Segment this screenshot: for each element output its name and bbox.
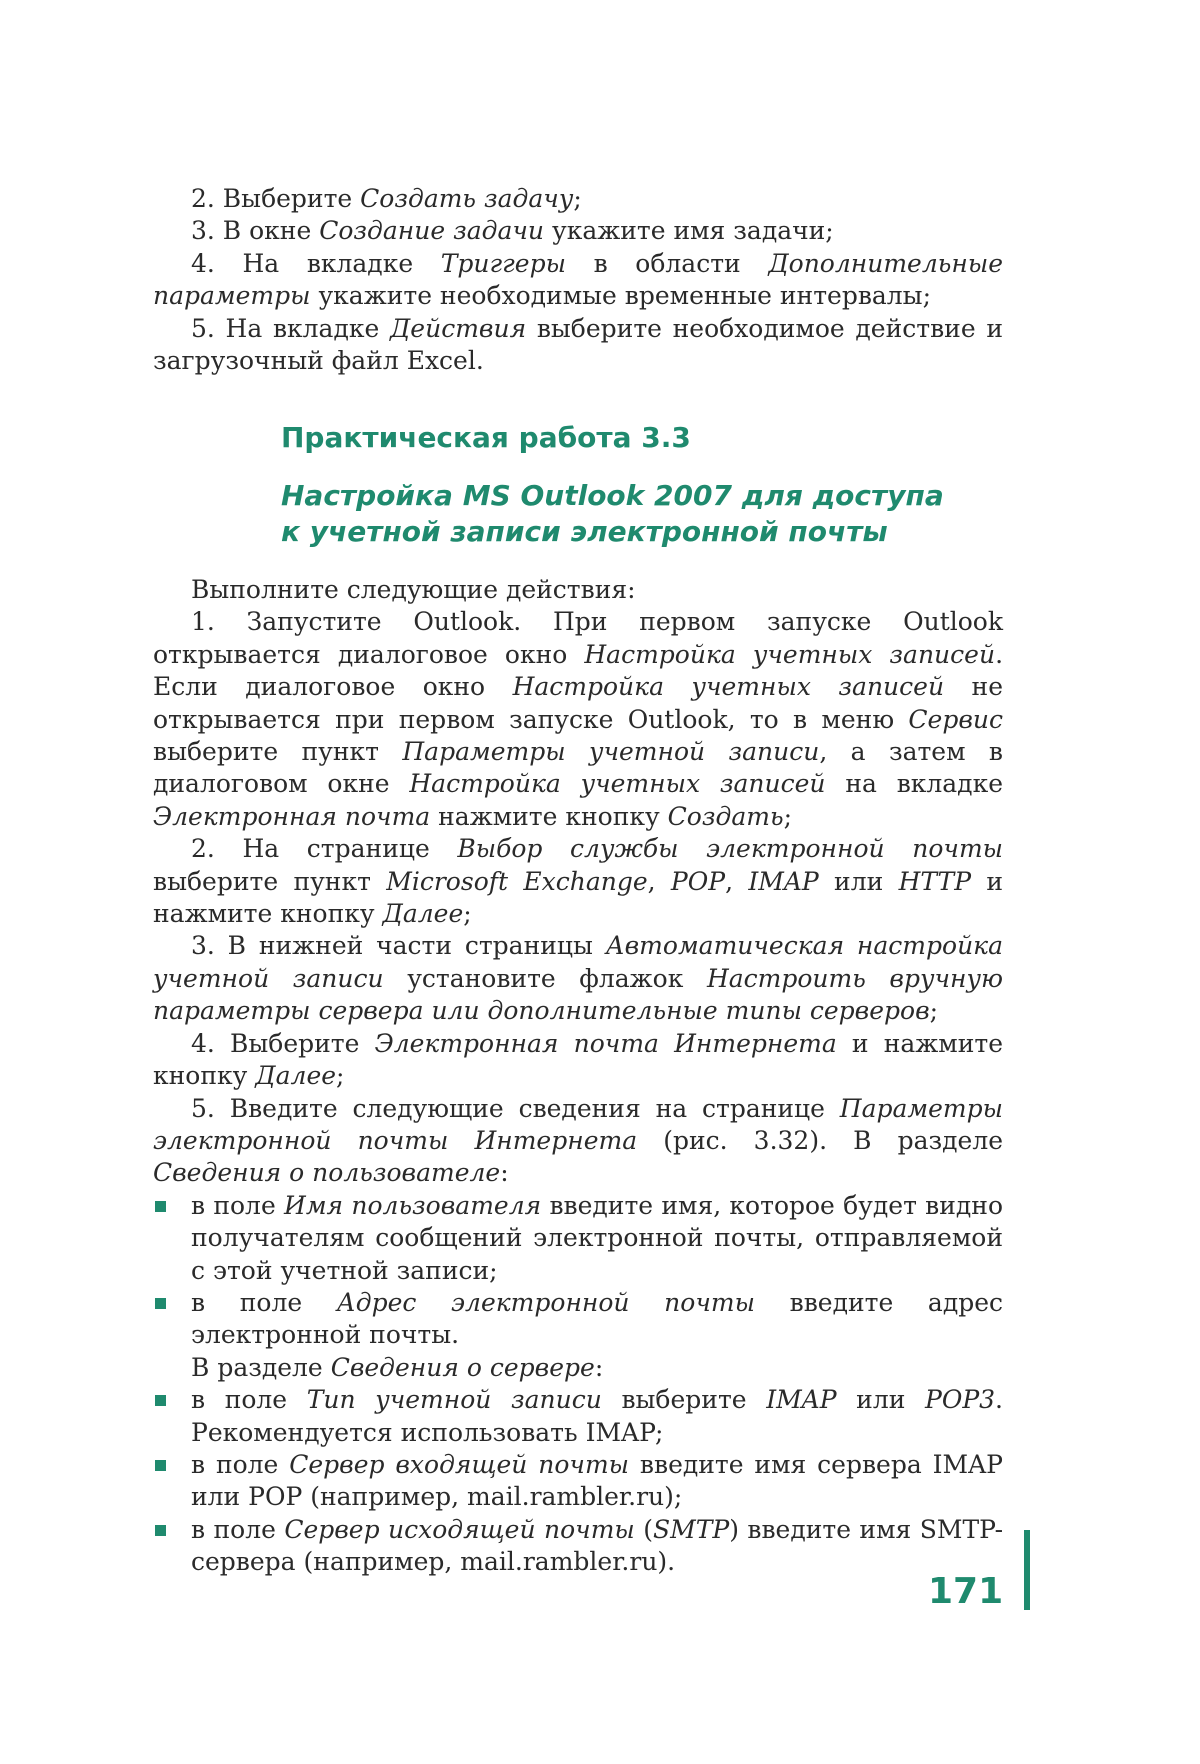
text-block-main <box>153 574 1003 1579</box>
italic-term: IMAP <box>766 1385 837 1415</box>
text-run: не открывается при первом запуске Outlook, то в меню <box>153 672 1003 734</box>
italic-term: Адрес электронной почты <box>336 1287 755 1317</box>
text-run: ) введите имя SMTP-сервера (например, mail.rambler.ru). <box>191 1514 1004 1577</box>
section-subtitle-line-1: Настройка MS Outlook 2007 для доступа <box>281 479 944 512</box>
section-subtitle-line-2: к учетной записи электронной почты <box>281 515 888 548</box>
text-run: В разделе <box>191 1352 331 1382</box>
text-run: в поле <box>191 1385 307 1415</box>
text-run: укажите необходимые временные интервалы; <box>310 281 931 311</box>
page-number-bar <box>1024 1530 1030 1610</box>
italic-term: Сервис <box>908 704 1003 734</box>
italic-term: SMTP <box>652 1514 730 1544</box>
text-run: на вкладке <box>825 769 1003 799</box>
paragraph <box>153 833 1003 930</box>
text-run: ; <box>336 1061 345 1091</box>
text-run: выберите необходимое действие и загрузочный файл Excel. <box>153 313 1003 376</box>
italic-term: Далее <box>255 1061 337 1091</box>
text-run: : <box>500 1158 509 1188</box>
page-number: 171 <box>928 1571 1004 1612</box>
text-run: 4. Выберите <box>191 1028 375 1058</box>
text-run: ( <box>634 1514 653 1544</box>
text-run: 2. На странице <box>191 834 458 864</box>
text-run: 5. Введите следующие сведения на странице <box>191 1093 840 1123</box>
text-run: и нажмите кнопку <box>153 1028 1004 1091</box>
paragraph <box>153 313 1003 378</box>
paragraph <box>153 1093 1003 1190</box>
text-run: введите имя сервера IMAP или POP (например, mail.rambler.ru); <box>191 1449 1003 1512</box>
text-run: 4. На вкладке <box>191 248 441 278</box>
paragraph <box>153 1352 1003 1384</box>
text-run: , а затем в диалоговом окне <box>153 737 1004 799</box>
italic-term: Создать <box>667 801 784 831</box>
text-run: выберите пункт <box>153 737 403 767</box>
italic-term: Автоматическая настройка учетной записи <box>153 931 1003 993</box>
text-run: ; <box>573 184 582 213</box>
text-run: Выполните следующие действия: <box>191 575 636 604</box>
text-block-top <box>153 183 1003 377</box>
text-run: введите адрес электронной почты. <box>191 1287 1004 1350</box>
text-run: (рис. 3.32). В разделе <box>637 1125 1003 1155</box>
italic-term: Дополнительные параметры <box>153 248 1003 311</box>
text-run: ; <box>463 899 472 929</box>
italic-term: Microsoft Exchange <box>386 866 648 896</box>
paragraph <box>153 574 1003 606</box>
text-run: , <box>647 866 671 896</box>
text-run: в поле <box>191 1287 337 1317</box>
text-run: : <box>594 1352 604 1382</box>
italic-term: Электронная почта Интернета <box>374 1028 837 1058</box>
text-run: установите флажок <box>383 963 707 993</box>
bullet-item <box>153 1384 1003 1449</box>
italic-term: Параметры учетной записи <box>402 737 820 767</box>
section-title: Практическая работа 3.3 <box>281 421 691 454</box>
italic-term: Сервер входящей почты <box>289 1449 630 1479</box>
text-run: ; <box>929 996 939 1026</box>
bullet-item <box>153 1449 1003 1514</box>
italic-term: POP <box>670 866 726 896</box>
italic-term: Триггеры <box>440 248 566 278</box>
text-run: в поле <box>191 1449 290 1479</box>
text-run: 3. В нижней части страницы <box>191 931 606 961</box>
text-run: 3. В окне <box>191 216 320 246</box>
italic-term: HTTP <box>898 866 972 896</box>
italic-term: Настройка учетных записей <box>409 769 826 799</box>
text-run: в области <box>565 248 769 278</box>
section-subtitle <box>281 478 1001 550</box>
italic-term: Электронная почта <box>153 801 431 831</box>
italic-term: Далее <box>382 899 464 929</box>
italic-term: Настройка учетных записей <box>584 639 996 669</box>
italic-term: Создание задачи <box>319 216 545 246</box>
text-run: в поле <box>191 1514 285 1544</box>
text-run: укажите имя задачи; <box>544 216 834 246</box>
text-run: 1. Запустите Outlook. При первом запуске Outlook открывается диалоговое окно <box>153 607 1003 669</box>
italic-term: Создать задачу <box>360 184 574 213</box>
text-run: , <box>725 866 749 896</box>
bullet-item <box>153 1190 1003 1287</box>
text-run: . Рекомендуется использовать IMAP; <box>191 1385 1003 1447</box>
italic-term: Имя пользователя <box>284 1190 542 1220</box>
paragraph <box>153 215 1003 247</box>
text-run: введите имя, которое будет видно получателям сообщений электронной почты, отправляемой с этой учетной записи; <box>191 1190 1004 1285</box>
bullet-item <box>153 1514 1003 1579</box>
text-run: . Если диалоговое окно <box>153 639 1004 702</box>
italic-term: Сервер исходящей почты <box>284 1514 635 1544</box>
italic-term: Параметры электронной почты Интернета <box>153 1093 1003 1155</box>
italic-term: Выбор службы электронной почты <box>457 834 1004 864</box>
italic-term: IMAP <box>748 866 819 896</box>
italic-term: Настройка учетных записей <box>512 672 945 702</box>
italic-term: Настроить вручную параметры сервера или дополнительные типы серверов <box>153 963 1003 1026</box>
paragraph <box>153 606 1003 833</box>
text-run: или <box>836 1385 925 1415</box>
italic-term: Сведения о сервере <box>330 1352 595 1382</box>
text-run: выберите <box>601 1385 767 1415</box>
text-run: 5. На вкладке <box>191 313 390 343</box>
paragraph <box>153 248 1003 313</box>
paragraph <box>153 1028 1003 1093</box>
paragraph <box>153 183 1003 215</box>
text-run: выберите пункт <box>153 866 387 896</box>
text-run: нажмите кнопку <box>430 801 668 831</box>
italic-term: Действия <box>389 313 527 343</box>
italic-term: Тип учетной записи <box>306 1385 602 1415</box>
italic-term: POP3 <box>925 1385 996 1415</box>
bullet-item <box>153 1287 1003 1352</box>
text-run: и нажмите кнопку <box>153 866 1004 929</box>
italic-term: Сведения о пользователе <box>153 1158 501 1188</box>
text-run: или <box>818 866 899 896</box>
text-run: в поле <box>191 1190 285 1220</box>
text-run: ; <box>783 801 792 831</box>
text-run: 2. Выберите <box>191 184 361 213</box>
paragraph <box>153 930 1003 1027</box>
